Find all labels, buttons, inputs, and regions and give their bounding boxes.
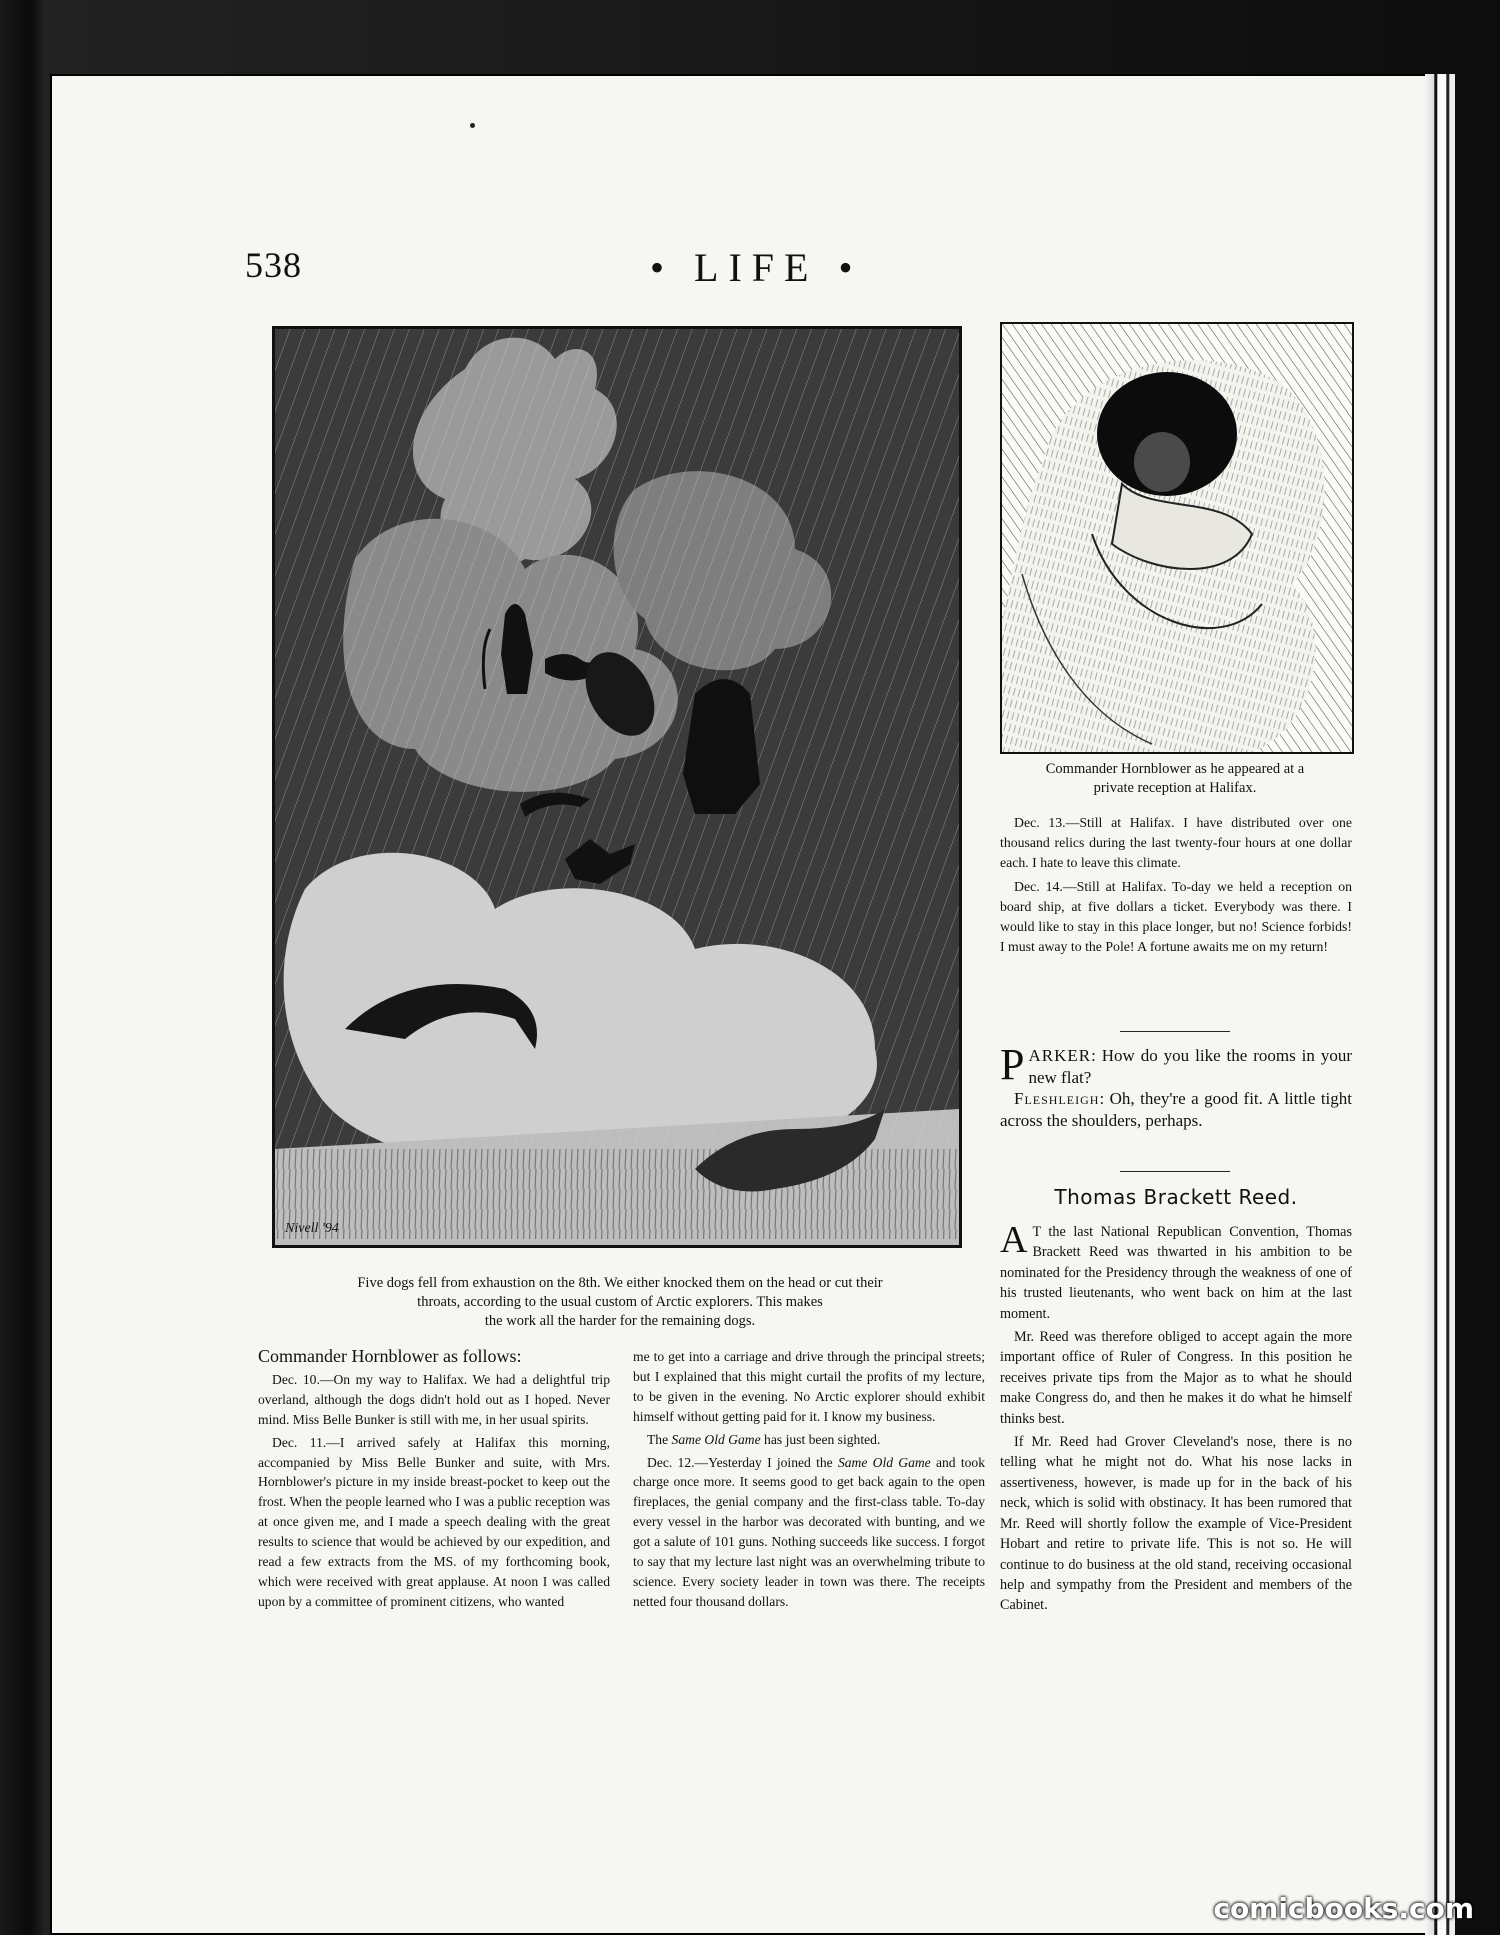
parker-line: PARKER: How do you like the rooms in your new flat? (1000, 1040, 1352, 1089)
site-watermark: comicbooks.com (1213, 1892, 1474, 1925)
face (1134, 432, 1190, 492)
drop-cap: A (1000, 1219, 1028, 1261)
ship-name: Same Old Game (837, 1454, 931, 1470)
portrait-caption-line: private reception at Halifax. (1093, 780, 1257, 796)
diary-entry: Dec. 11.—I arrived safely at Halifax this morning, accompanied by Miss Belle Bunker and suite, with Mrs. Hornblower's picture in my inside breast-pocket to keep out the frost. When the people learned who I was a public reception was at once given me, and I made a speech dealing with the great results to science that would be achieved by our expedition, and read a few extracts from the MS. of my forthcoming book, which were received with great applause. At noon I was called upon by a committee of prominent citizens, who wanted (258, 1434, 610, 1609)
diary-entry: Dec. 14.—Still at Halifax. To-day we held a reception on board ship, at five dollars a ticket. Everybody was there. I would like to stay in this place longer, but no! Science forbids! I must away to the Pole! A fortune awaits me on my return! (1000, 878, 1352, 955)
ship-name: Same Old Game (671, 1431, 761, 1447)
main-caption-line: the work all the harder for the remaining dogs. (484, 1313, 756, 1329)
article-title: Thomas Brackett Reed. (1054, 1185, 1298, 1209)
large-figure (683, 679, 760, 814)
diary-entry: Dec. 10.—On my way to Halifax. We had a delightful trip overland, although the dogs didn't hold out as I hoped. Never mind. Miss Belle Bunker is still with me, in her usual spirits. (258, 1371, 610, 1427)
page-number: 538 (245, 245, 302, 285)
portrait-caption (996, 760, 1354, 798)
diary-entry: Dec. 13.—Still at Halifax. I have distributed over one thousand relics during the last twenty-four hours at one dollar each. I hate to leave this climate. (1000, 815, 1352, 871)
main-caption-line: Five dogs fell from exhaustion on the 8th. We either knocked them on the head or cut their (357, 1275, 883, 1291)
speaker-name: Fleshleigh (1014, 1089, 1100, 1108)
fleshleigh-line: Fleshleigh: Oh, they're a good fit. A little tight across the shoulders, perhaps. (1000, 1089, 1352, 1130)
artist-signature: Nivell '94 (285, 1221, 339, 1236)
diary-entry: Dec. 12.—Yesterday I joined the Same Old Game and took charge once more. It seems good to get back again to the open fireplaces, the genial company and the first-class table. To-day every vessel in the harbor was decorated with bunting, and we got a salute of 101 guns. Nothing succeeds like success. I forgot to say that my lecture last night was an overwhelming tribute to science. Every society leader in town was there. The receipts netted four thousand dollars. (633, 1454, 985, 1609)
rain-streaks (275, 329, 959, 1245)
article-paragraph: A T the last National Republican Convention, Thomas Brackett Reed was thwarted in his ambition to be nominated for the Presidency through the weakness of one of his trusted lieutenants, who went back on him at the last moment. (1000, 1219, 1352, 1322)
storm-drawing (275, 329, 959, 1245)
diary-entry: me to get into a carriage and drive through the principal streets; but I explained that this might curtail the profits of my lecture, to be given in the evening. No Arctic explorer should exhibit himself without getting paid for it. I know my business. (633, 1349, 985, 1424)
reed-article (1000, 1219, 1352, 1619)
article-paragraph: If Mr. Reed had Grover Cleveland's nose, there is no telling what he might not do. What his nose lacks in assertiveness, however, is made up for in the back of his neck, which is solid with obstinacy. It has been rumored that Mr. Reed will shortly follow the example of Vice-President Hobart and retire to private life. This is not so. He will continue to do business at the old stand, receiving occasional help and sympathy from the President and members of the Cabinet. (1000, 1434, 1352, 1614)
main-caption (255, 1274, 985, 1331)
parker-fleshleigh-joke (1000, 1040, 1352, 1131)
diary-entry: The Same Old Game has just been sighted. (647, 1431, 881, 1447)
diary-heading: Commander Hornblower as follows: (258, 1346, 522, 1366)
portrait-caption-line: Commander Hornblower as he appeared at a (1045, 761, 1305, 777)
running-head: • LIFE • (650, 245, 863, 290)
speaker-name: ARKER (1028, 1046, 1092, 1065)
section-divider (1120, 1031, 1230, 1032)
arctic-storm-illustration (272, 326, 962, 1248)
hornblower-portrait-illustration (1000, 322, 1354, 754)
next-page-edge (1425, 74, 1455, 1935)
portrait-drawing (1002, 324, 1352, 752)
diary-column-1 (258, 1347, 610, 1615)
diary-column-3 (1000, 813, 1352, 960)
ink-speck (470, 123, 475, 128)
section-divider (1120, 1171, 1230, 1172)
article-paragraph: Mr. Reed was therefore obliged to accept again the more important office of Ruler of Congress. In this position he receives private tips from the Major as to what he should make Congress do, and then he makes it do what he himself thinks best. (1000, 1329, 1352, 1427)
diary-column-2 (633, 1347, 985, 1615)
drop-cap: P (1000, 1040, 1025, 1089)
ground-grass (275, 1149, 959, 1239)
main-caption-line: throats, according to the usual custom of Arctic explorers. This makes (417, 1294, 823, 1310)
